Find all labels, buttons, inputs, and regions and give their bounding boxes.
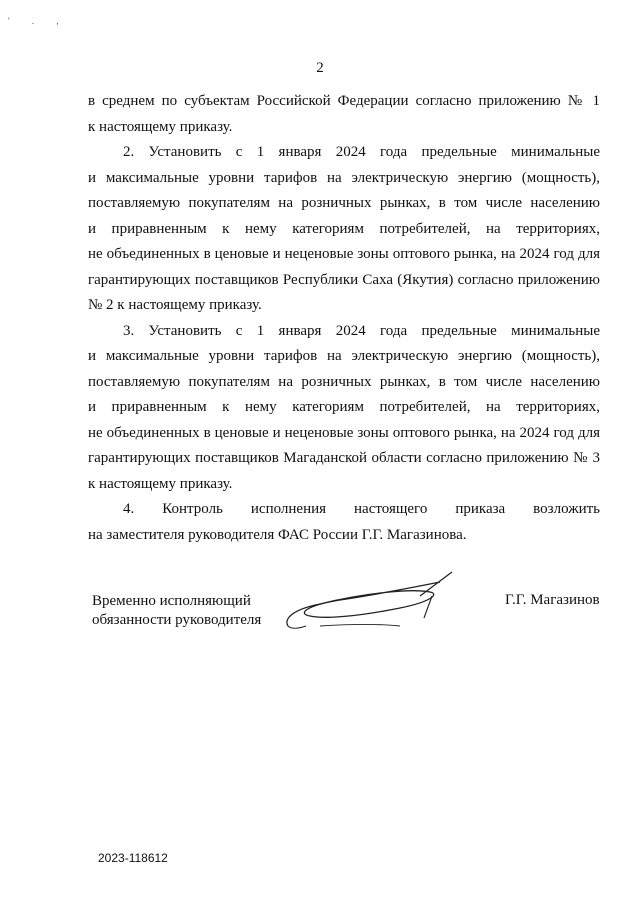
paragraph-3 [88,319,600,498]
text-line: 2. Установить с 1 января 2024 года предельные минимальные [123,144,600,160]
page-number: 2 [316,60,324,76]
text-line: к настоящему приказу. [88,118,233,135]
text-line: и приравненным к нему категориям потребителей, на территориях, [88,399,600,415]
text-line: и максимальные уровни тарифов на электрическую энергию (мощность), [88,348,600,364]
text-line: поставляемую покупателям на розничных рынках, в том числе населению [88,373,600,390]
text-line: № 2 к настоящему приказу. [88,297,262,313]
text-line: в среднем по субъектам Российской Федерации согласно приложению № 1 [88,93,600,109]
signatory-title [92,592,261,630]
paragraph-1 [88,89,600,140]
text-line: 3. Установить с 1 января 2024 года предельные минимальные [123,322,600,339]
document-body [88,89,600,548]
text-line: поставляемую покупателям на розничных рынках, в том числе населению [88,195,600,211]
signatory-title-line: Временно исполняющий [92,593,251,609]
handwritten-signature [280,566,470,638]
text-line: на заместителя руководителя ФАС России Г.Г. Магазинова. [88,526,467,543]
text-line: к настоящему приказу. [88,475,233,492]
signatory-name: Г.Г. Магазинов [505,592,600,608]
text-line: и приравненным к нему категориям потребителей, на территориях, [88,220,600,237]
paragraph-4 [88,497,600,548]
paragraph-2 [88,140,600,319]
signatory-title-line: обязанности руководителя [92,612,262,628]
text-line: гарантирующих поставщиков Магаданской области согласно приложению № 3 [88,450,600,466]
text-line: гарантирующих поставщиков Республики Саха (Якутия) согласно приложению [88,271,600,288]
scan-specks: ' . , [8,16,69,26]
text-line: 4. Контроль исполнения настоящего приказа возложить [123,501,600,517]
text-line: не объединенных в ценовые и неценовые зоны оптового рынка, на 2024 год для [88,246,600,262]
document-number: 2023-118612 [98,851,168,865]
text-line: и максимальные уровни тарифов на электрическую энергию (мощность), [88,169,600,186]
text-line: не объединенных в ценовые и неценовые зоны оптового рынка, на 2024 год для [88,424,600,441]
